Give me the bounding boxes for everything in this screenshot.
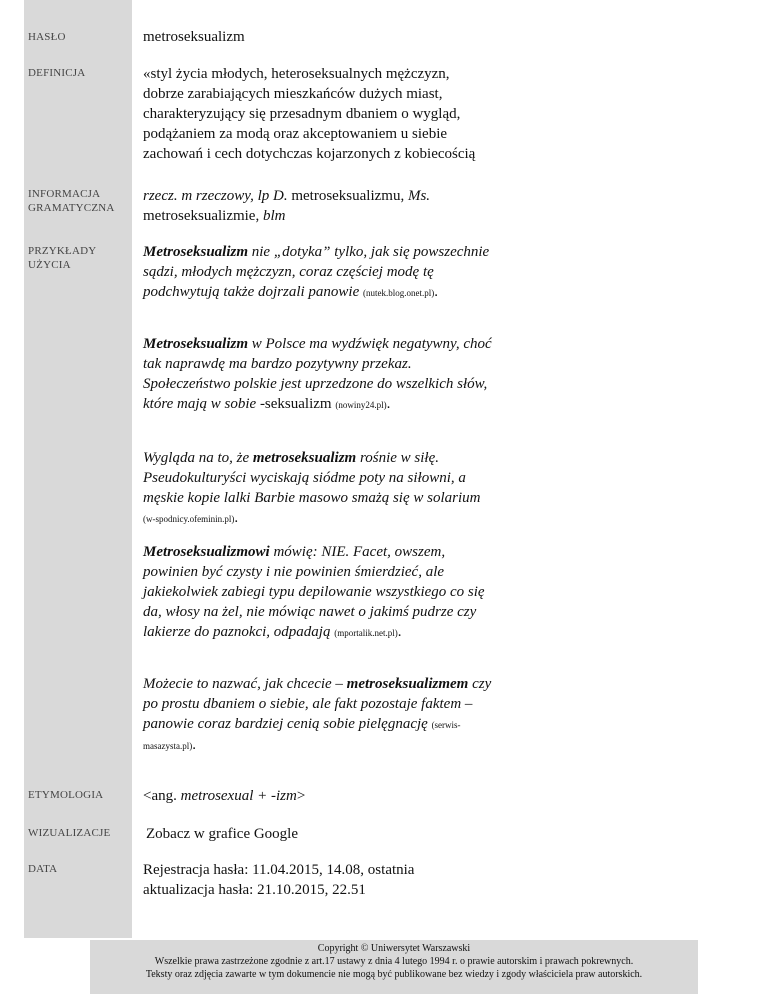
footer-notice: Teksty oraz zdjęcia zawarte w tym dokumencie nie mogą być publikowane bez wiedzy i zgody właściciela praw autorskich. [145, 969, 643, 980]
etymology-part: <ang. [143, 788, 181, 804]
example-end: . [434, 284, 438, 300]
example-text: nie „dotyka” tylko, jak się powszechnie sądzi, młodych mężczyzn, coraz częściej modę tę podchwytują także dojrzali panowie [143, 244, 490, 300]
grammar-part: metroseksualizmu, [287, 188, 408, 204]
example-end: . [397, 624, 402, 640]
usage-example [143, 448, 493, 529]
entry-definition: «styl życia młodych, heteroseksualnych mężczyzn, dobrze zarabiających mieszkańców dużych miast, charakteryzujący się przesadnym dbaniem o wygląd, podążaniem za modą oraz akceptowaniem u siebie zachowań i cech dotychczas kojarzonych z kobiecością [143, 66, 476, 162]
usage-example [143, 334, 493, 415]
grammar-part: metroseksualizmie, [143, 208, 263, 224]
example-end: . [234, 510, 239, 526]
etymology-part: > [296, 788, 306, 804]
example-source: (w-spodnicy.ofeminin.pl) [143, 514, 235, 524]
label-etymologia: ETYMOLOGIA [28, 789, 104, 801]
example-headword: metroseksualizmem [346, 676, 469, 692]
usage-example [143, 542, 493, 643]
etymology-part: metrosexual + -izm [180, 788, 297, 804]
label-przyklady-uzycia: PRZYKŁADY UŻYCIA [28, 245, 97, 271]
usage-example [143, 242, 493, 303]
footer-rights: Wszelkie prawa zastrzeżone zgodnie z art.17 ustawy z dnia 4 lutego 1994 r. o prawie autorskim i prawach pokrewnych. [154, 956, 634, 967]
entry-dates: Rejestracja hasła: 11.04.2015, 14.08, ostatnia aktualizacja hasła: 21.10.2015, 22.51 [143, 862, 415, 898]
entry-headword: metroseksualizm [143, 29, 245, 45]
example-text: Możecie to nazwać, jak chcecie – [143, 676, 347, 692]
example-source: (mportalik.net.pl) [334, 628, 398, 638]
grammar-part: Ms. [407, 188, 431, 204]
example-headword: Metroseksualizmowi [143, 544, 270, 560]
label-data: DATA [28, 863, 58, 875]
example-text: czy po prostu dbaniem o siebie, ale fakt pozostaje faktem – panowie coraz bardziej cenią sobie pielęgnację [143, 676, 492, 732]
example-end: . [386, 396, 391, 412]
example-text: -seksualizm [259, 396, 336, 412]
example-source: (nowiny24.pl) [335, 400, 387, 410]
example-text: w Polsce ma wydźwięk negatywny, choć tak naprawdę ma bardzo pozytywny przekaz. Społeczeństwo polskie jest uprzedzone do wszelkich słów, które mają w sobie [143, 336, 492, 412]
example-headword: Metroseksualizm [143, 336, 249, 352]
label-haslo: HASŁO [28, 31, 66, 43]
grammar-part: blm [262, 208, 286, 224]
example-headword: Metroseksualizm [143, 244, 249, 260]
label-informacja-gramatyczna: INFORMACJA GRAMATYCZNA [28, 188, 115, 214]
example-source: (nutek.blog.onet.pl) [362, 288, 435, 298]
label-wizualizacje: WIZUALIZACJE [28, 827, 111, 839]
example-text: mówię: NIE. Facet, owszem, powinien być czysty i nie powinien śmierdzieć, ale jakiekolwiek zabiegi typu depilowanie wszystkiego co się da, włosy na żel, nie mówiąc nawet o jakimś pudrze czy lakierze do paznokci, odpadają [143, 544, 485, 640]
example-end: . [192, 737, 196, 753]
usage-example [143, 674, 493, 756]
grammar-part: rzecz. m rzeczowy, lp D. [143, 188, 288, 204]
example-text: Wygląda na to, że [143, 450, 253, 466]
label-definicja: DEFINICJA [28, 67, 86, 79]
footer-copyright: Copyright © Uniwersytet Warszawski [317, 943, 471, 954]
entry-etymology [143, 786, 493, 806]
google-images-link[interactable]: Zobacz w grafice Google [146, 826, 299, 842]
entry-grammar [143, 186, 493, 226]
example-headword: metroseksualizm [252, 450, 357, 466]
example-text: rośnie w siłę. Pseudokulturyści wyciskają siódme poty na siłowni, a męskie kopie lalki Barbie masowo smażą się w solarium [143, 450, 481, 506]
copyright-footer [90, 940, 698, 994]
example-source: (serwis-masazysta.pl) [143, 720, 461, 751]
